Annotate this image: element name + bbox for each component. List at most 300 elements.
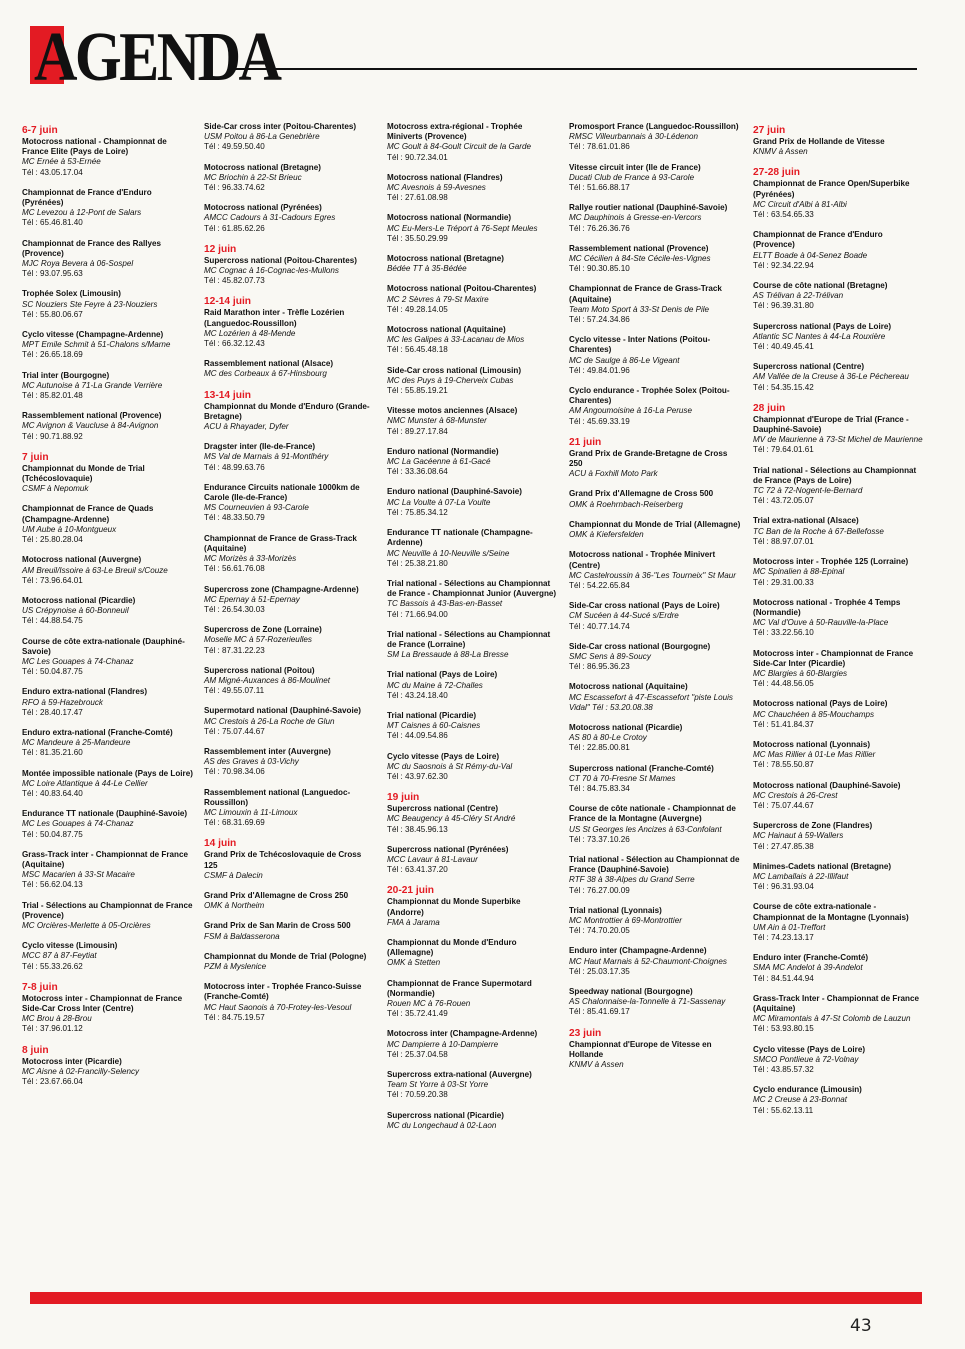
event-title: Championnat d'Europe de Trial (France - Dauphiné-Savoie)	[753, 414, 909, 435]
date-heading: 12-14 juin	[204, 296, 251, 308]
event-title: Motocross national (Dauphiné-Savoie)	[753, 780, 901, 790]
event-organizer: CSMF à Dalecin	[204, 870, 263, 880]
event-entry	[387, 284, 559, 315]
event-phone: Tél : 43.85.57.32	[753, 1065, 814, 1075]
event-entry	[753, 902, 925, 943]
event-title: Championnat d'Europe de Vitesse en Hollande	[569, 1039, 712, 1059]
event-title: Motocross national (Picardie)	[569, 722, 683, 732]
event-entry	[22, 188, 194, 229]
event-title: Minimes-Cadets national (Bretagne)	[753, 861, 892, 871]
event-organizer: MC Miramontais à 47-St Colomb de Lauzun	[753, 1014, 911, 1024]
event-organizer: NMC Munster à 68-Munster	[387, 416, 487, 426]
event-entry	[387, 752, 559, 783]
event-title: Motocross inter - Championnat de France Side-Car Cross Inter (Centre)	[22, 993, 183, 1013]
event-organizer: MCC 87 à 87-Feytiat	[22, 951, 97, 961]
event-organizer: CT 70 à 70-Fresne St Mames	[569, 773, 676, 783]
event-organizer: MC Orcières-Merlette à 05-Orcières	[22, 920, 151, 930]
event-entry	[753, 862, 925, 893]
event-organizer: MC Mas Rillier à 01-Le Mas Rillier	[753, 750, 876, 760]
event-title: Motocross national (Pays de Loire)	[753, 699, 888, 709]
event-phone: Tél : 49.28.14.05	[387, 304, 448, 314]
date-heading: 13-14 juin	[204, 389, 251, 401]
date-heading: 8 juin	[22, 1044, 49, 1056]
event-phone: Tél : 25.03.17.35	[569, 966, 630, 976]
event-entry	[569, 284, 741, 325]
event-title: Motocross national (Bretagne)	[387, 254, 504, 264]
event-title: Supercross extra-national (Auvergne)	[387, 1070, 532, 1080]
event-organizer: MS Val de Marnais à 91-Montlhéry	[204, 452, 329, 462]
date-heading: 6-7 juin	[22, 125, 58, 136]
event-title: Grand Prix de Tchécoslovaquie de Cross 125	[204, 850, 362, 870]
event-phone: Tél : 40.77.14.74	[569, 621, 630, 631]
event-entry	[387, 487, 559, 518]
event-phone: Tél : 43.05.17.04	[22, 167, 83, 177]
event-organizer: MV de Maurienne à 73-St Michel de Maurienne	[753, 435, 923, 445]
event-title: Course de côte extra-nationale (Dauphiné-Savoie)	[22, 636, 185, 656]
event-organizer: Team Moto Sport à 33-St Denis de Pile	[569, 304, 710, 314]
event-organizer: FSM à Baldasserona	[204, 931, 280, 941]
event-organizer: ELTT Boade à 04-Senez Boade	[753, 250, 868, 260]
event-entry	[569, 520, 741, 540]
event-organizer: MC Aisne à 02-Francilly-Selency	[22, 1066, 140, 1076]
event-organizer: RFO à 59-Hazebrouck	[22, 697, 103, 707]
event-entry	[22, 371, 194, 402]
event-organizer: MC du Longechaud à 02-Laon	[387, 1120, 497, 1130]
event-phone: Tél : 84.75.19.57	[204, 1012, 265, 1022]
event-entry	[753, 557, 925, 588]
event-entry	[204, 442, 376, 473]
event-organizer: MC Levezou à 12-Pont de Salars	[22, 208, 142, 218]
event-title: Enduro extra-national (Flandres)	[22, 687, 148, 697]
event-entry	[22, 330, 194, 361]
event-title: Supercross national (Poitou)	[204, 665, 315, 675]
event-organizer: TC 72 à 72-Nogent-le-Bernard	[753, 486, 863, 496]
event-organizer: MC Montrottier à 69-Montrottier	[569, 915, 682, 925]
event-title: Trial national (Pays de Loire)	[387, 670, 498, 680]
event-organizer: Ducati Club de France à 93-Carole	[569, 172, 695, 182]
event-entry	[753, 821, 925, 852]
event-title: Supermotard national (Dauphiné-Savoie)	[204, 706, 361, 716]
event-title: Championnat du Monde Superbike (Andorre)	[387, 897, 521, 917]
event-title: Side-Car cross inter (Poitou-Charentes)	[204, 122, 357, 131]
event-title: Vitesse circuit inter (Ile de France)	[569, 162, 701, 172]
date-heading: 19 juin	[387, 792, 420, 804]
event-entry	[204, 122, 376, 153]
event-phone: Tél : 56.45.48.18	[387, 345, 448, 355]
event-phone: Tél : 84.75.83.34	[569, 783, 630, 793]
event-entry	[387, 406, 559, 437]
event-organizer: MC Cécilien à 84-Ste Cécile-les-Vignes	[569, 254, 711, 264]
event-organizer: Atlantic SC Nantes à 44-La Rouxière	[753, 331, 886, 341]
event-entry	[387, 325, 559, 356]
event-organizer: MC du Saosnois à St Rémy-du-Val	[387, 761, 513, 771]
event-title: Grand Prix de San Marin de Cross 500	[204, 921, 351, 931]
event-title: Montée impossible nationale (Pays de Loire)	[22, 768, 193, 778]
event-phone: Tél : 25.80.28.04	[22, 535, 83, 545]
event-phone: Tél : 90.72.34.01	[387, 152, 448, 162]
event-title: Cyclo endurance (Limousin)	[753, 1085, 862, 1095]
event-entry	[22, 239, 194, 280]
event-entry	[753, 516, 925, 547]
event-entry	[22, 941, 194, 972]
event-phone: Tél : 76.27.00.09	[569, 885, 630, 895]
event-entry	[387, 979, 559, 1020]
event-phone: Tél : 55.80.06.67	[22, 309, 83, 319]
event-entry	[22, 464, 194, 495]
event-phone: Tél : 38.45.96.13	[387, 824, 448, 834]
event-title: Trophée Solex (Limousin)	[22, 289, 121, 299]
event-entry	[204, 585, 376, 616]
event-phone: Tél : 74.70.20.05	[569, 926, 630, 936]
event-organizer: MC Briochin à 22-St Brieuc	[204, 172, 302, 182]
event-organizer: AM Breuil/Issoire à 63-Le Breuil s/Couze	[22, 565, 168, 575]
event-entry	[204, 163, 376, 194]
event-organizer: MC 2 Sèvres à 79-St Maxire	[387, 294, 489, 304]
event-title: Championnat de France Open/Superbike (Pyrénées)	[753, 179, 910, 199]
event-title: Rassemblement national (Provence)	[569, 243, 709, 253]
event-organizer: MC Loire Atlantique à 44-Le Cellier	[22, 778, 148, 788]
event-title: Supercross zone (Champagne-Ardenne)	[204, 584, 359, 594]
event-title: Trial inter (Bourgogne)	[22, 370, 110, 380]
event-organizer: RTF 38 à 38-Alpes du Grand Serre	[569, 875, 695, 885]
event-organizer: MC La Voulte à 07-La Voulte	[387, 497, 491, 507]
date-heading: 14 juin	[204, 838, 237, 850]
event-organizer: MC Lamballais à 22-Illifaut	[753, 871, 849, 881]
event-entry	[387, 804, 559, 835]
event-organizer: MC les Galipes à 33-Lacanau de Mios	[387, 335, 525, 345]
event-organizer: MC Castelroussin à 36-"Les Tourneix" St Maur	[569, 570, 736, 580]
date-heading: 12 juin	[204, 243, 237, 255]
event-entry	[569, 449, 741, 480]
event-phone: Tél : 79.64.01.61	[753, 445, 814, 455]
event-entry	[387, 1070, 559, 1101]
event-entry	[569, 244, 741, 275]
event-entry	[387, 670, 559, 701]
event-entry	[753, 281, 925, 312]
event-entry	[387, 579, 559, 620]
event-title: Motocross national - Trophée Minivert (Centre)	[569, 550, 716, 570]
event-phone: Tél : 27.47.85.38	[753, 841, 814, 851]
event-entry	[569, 203, 741, 234]
event-title: Cyclo vitesse (Pays de Loire)	[387, 751, 500, 761]
event-title: Motocross national - Trophée 4 Temps (Normandie)	[753, 597, 901, 617]
event-entry	[204, 788, 376, 829]
event-title: Side-Car cross national (Limousin)	[387, 365, 522, 375]
event-title: Rallye routier national (Dauphiné-Savoie)	[569, 203, 728, 213]
event-phone: Tél : 96.33.74.62	[204, 183, 265, 193]
event-organizer: FMA à Jarama	[387, 917, 440, 927]
event-organizer: MC des Corbeaux à 67-Hinsbourg	[204, 369, 327, 379]
event-phone: Tél : 22.85.00.81	[569, 743, 630, 753]
event-entry	[753, 994, 925, 1035]
event-title: Enduro national (Dauphiné-Savoie)	[387, 487, 522, 497]
event-entry	[387, 897, 559, 928]
event-entry	[22, 809, 194, 840]
event-entry	[387, 711, 559, 742]
event-phone: Tél : 73.96.64.01	[22, 575, 83, 585]
event-phone: Tél : 75.07.44.67	[753, 800, 814, 810]
event-entry	[204, 402, 376, 433]
event-organizer: TC Bassois à 43-Bas-en-Basset	[387, 599, 503, 609]
event-phone: Tél : 90.30.85.10	[569, 264, 630, 274]
event-entry	[569, 855, 741, 896]
event-title: Grass-Track inter - Championnat de France (Aquitaine)	[22, 849, 188, 869]
event-organizer: MSC Macarien à 33-St Macaire	[22, 870, 135, 880]
event-organizer: UM Ain à 01-Treffort	[753, 922, 826, 932]
page-number: 43	[850, 1316, 872, 1336]
event-phone: Tél : 93.07.95.63	[22, 269, 83, 279]
event-title: Championnat de France de Grass-Track (Aquitaine)	[204, 533, 357, 553]
event-phone: Tél : 25.37.04.58	[387, 1049, 448, 1059]
event-entry	[753, 598, 925, 639]
event-phone: Tél : 90.71.88.92	[22, 431, 83, 441]
agenda-column-2	[204, 122, 376, 1033]
event-phone: Tél : 54.35.15.42	[753, 382, 814, 392]
event-phone: Tél : 61.85.62.26	[204, 223, 265, 233]
event-title: Endurance Circuits nationale 1000km de Carole (Ile-de-France)	[204, 482, 360, 503]
event-phone: Tél : 45.69.33.19	[569, 416, 630, 426]
event-entry	[22, 504, 194, 545]
event-phone: Tél : 44.48.56.05	[753, 679, 814, 689]
event-title: Cyclo vitesse - Inter Nations (Poitou-Charentes)	[569, 335, 711, 355]
event-phone: Tél : 70.59.20.38	[387, 1090, 448, 1100]
date-heading: 23 juin	[569, 1027, 602, 1039]
event-phone: Tél : 89.27.17.84	[387, 426, 448, 436]
event-phone: Tél : 43.24.18.40	[387, 690, 448, 700]
event-phone: Tél : 55.85.19.21	[387, 386, 448, 396]
event-entry	[22, 137, 194, 178]
event-title: Trial national - Sélection au Championnat de France (Dauphiné-Savoie)	[569, 854, 740, 875]
event-organizer: MC Crestois à 26-La Roche de Glun	[204, 716, 335, 726]
event-phone: Tél : 23.67.66.04	[22, 1077, 83, 1087]
event-entry	[387, 173, 559, 204]
event-organizer: MC des Puys à 19-Cherveix Cubas	[387, 375, 514, 385]
event-title: Championnat de France Supermotard (Normandie)	[387, 978, 532, 998]
event-entry	[22, 687, 194, 718]
event-organizer: TC Ban de la Roche à 67-Bellefosse	[753, 526, 884, 536]
event-entry	[569, 804, 741, 845]
event-organizer: US St Georges les Ancizes à 63-Confolant	[569, 824, 722, 834]
event-organizer: OMK à Roehrnbach-Reiserberg	[569, 499, 683, 509]
event-title: Supercross de Zone (Lorraine)	[204, 625, 322, 635]
event-organizer: MC Beaugency à 45-Cléry St André	[387, 814, 516, 824]
event-phone: Tél : 87.31.22.23	[204, 645, 265, 655]
event-entry	[204, 534, 376, 575]
event-entry	[387, 630, 559, 661]
event-phone: Tél : 37.96.01.12	[22, 1024, 83, 1034]
event-title: Motocross national (Poitou-Charentes)	[387, 284, 537, 294]
event-phone: Tél : 78.55.50.87	[753, 760, 814, 770]
event-phone: Tél : 56.62.04.13	[22, 880, 83, 890]
event-title: Motocross inter - Championnat de France Side-Car Inter (Picardie)	[753, 648, 914, 668]
event-title: Supercross de Zone (Flandres)	[753, 821, 873, 831]
event-organizer: SM La Bressaude à 88-La Bresse	[387, 650, 509, 660]
event-title: Motocross inter - Trophée 125 (Lorraine)	[753, 557, 909, 567]
event-entry	[204, 256, 376, 287]
event-organizer: MC Escassefort à 47-Escassefort "piste Louis Vidal" Tél : 53.20.08.38	[569, 692, 733, 712]
event-entry	[204, 982, 376, 1023]
event-title: Enduro extra-national (Franche-Comté)	[22, 727, 173, 737]
event-phone: Tél : 55.62.13.11	[753, 1105, 814, 1115]
event-phone: Tél : 75.07.44.67	[204, 726, 265, 736]
event-title: Motocross national (Auvergne)	[22, 555, 142, 565]
event-phone: Tél : 70.98.34.06	[204, 767, 265, 777]
event-entry	[569, 601, 741, 632]
event-phone: Tél : 33.22.56.10	[753, 628, 814, 638]
event-entry	[753, 362, 925, 393]
event-entry	[204, 359, 376, 379]
event-organizer: MC Spinalien à 88-Epinal	[753, 567, 845, 577]
event-phone: Tél : 81.35.21.60	[22, 748, 83, 758]
event-title: Championnat du Monde d'Enduro (Grande-Bretagne)	[204, 401, 370, 421]
date-heading: 21 juin	[569, 436, 602, 448]
event-entry	[753, 699, 925, 730]
event-title: Cyclo endurance - Trophée Solex (Poitou-Charentes)	[569, 386, 730, 406]
event-phone: Tél : 75.85.34.12	[387, 507, 448, 517]
event-entry	[387, 528, 559, 569]
event-title: Vitesse motos anciennes (Alsace)	[387, 406, 518, 416]
event-title: Championnat de France d'Enduro (Pyrénées)	[22, 187, 152, 208]
event-organizer: SMA MC Andelot à 39-Andelot	[753, 963, 863, 973]
event-entry	[22, 1057, 194, 1088]
event-organizer: MC Neuville à 10-Neuville s/Seine	[387, 548, 510, 558]
event-entry	[753, 415, 925, 456]
event-organizer: AS 80 à 80-Le Crotoy	[569, 733, 647, 743]
event-title: Grass-Track Inter - Championnat de France (Aquitaine)	[753, 993, 919, 1013]
event-entry	[204, 203, 376, 234]
event-phone: Tél : 53.93.80.15	[753, 1024, 814, 1034]
date-heading: 7-8 juin	[22, 981, 58, 993]
event-entry	[387, 1111, 559, 1131]
event-title: Supercross national (Centre)	[753, 362, 865, 372]
event-title: Grand Prix d'Allemagne de Cross 500	[569, 489, 714, 499]
event-entry	[22, 411, 194, 442]
event-entry	[22, 769, 194, 800]
event-organizer: AS Trélivan à 22-Trélivan	[753, 291, 844, 301]
event-entry	[569, 682, 741, 713]
event-phone: Tél : 44.09.54.86	[387, 731, 448, 741]
event-title: Motocross national - Championnat de France Elite (Pays de Loire)	[22, 137, 167, 157]
event-entry	[569, 642, 741, 673]
event-title: Supercross national (Poitou-Charentes)	[204, 255, 357, 265]
event-title: Trial - Sélections au Championnat de France (Provence)	[22, 900, 193, 920]
event-entry	[387, 845, 559, 876]
event-phone: Tél : 43.97.62.30	[387, 771, 448, 781]
event-entry	[753, 1045, 925, 1076]
event-organizer: ACU à Rhayader, Dyfer	[204, 422, 289, 432]
event-phone: Tél : 96.39.31.80	[753, 301, 814, 311]
event-phone: Tél : 73.37.10.26	[569, 834, 630, 844]
event-entry	[204, 747, 376, 778]
event-entry	[569, 987, 741, 1018]
event-title: Motocross extra-régional - Trophée Miniverts (Provence)	[387, 122, 523, 142]
event-title: Supercross national (Pyrénées)	[387, 844, 509, 854]
event-phone: Tél : 26.54.30.03	[204, 604, 265, 614]
footer-red-bar	[30, 1292, 922, 1304]
event-phone: Tél : 54.22.65.84	[569, 580, 630, 590]
event-title: Side-Car cross national (Pays de Loire)	[569, 601, 720, 611]
event-title: Enduro inter (Champagne-Ardenne)	[569, 946, 707, 956]
event-entry	[569, 386, 741, 427]
event-title: Trial national (Picardie)	[387, 710, 477, 720]
event-organizer: MC Crestois à 26-Crest	[753, 790, 838, 800]
event-entry	[753, 322, 925, 353]
event-entry	[569, 550, 741, 591]
event-entry	[569, 906, 741, 937]
event-organizer: MPT Emile Schmit à 51-Chalons s/Marne	[22, 340, 171, 350]
event-title: Championnat de France de Grass-Track (Aquitaine)	[569, 284, 722, 304]
event-entry	[753, 953, 925, 984]
event-phone: Tél : 29.31.00.33	[753, 577, 814, 587]
event-organizer: MC de Saulge à 86-Le Vigeant	[569, 355, 680, 365]
event-phone: Tél : 48.99.63.76	[204, 462, 265, 472]
event-title: Championnat de France d'Enduro (Provence)	[753, 230, 883, 250]
event-title: Motocross national (Picardie)	[22, 595, 136, 605]
event-phone: Tél : 76.26.36.76	[569, 223, 630, 233]
event-organizer: AMCC Cadours à 31-Cadours Egres	[204, 213, 336, 223]
event-title: Rassemblement inter (Auvergne)	[204, 746, 331, 756]
event-organizer: MC La Gacéenne à 61-Gacé	[387, 457, 491, 467]
event-title: Motocross national (Flandres)	[387, 172, 503, 182]
event-organizer: ACU à Foxhill Moto Park	[569, 469, 658, 479]
event-organizer: MC Blargies à 60-Blargies	[753, 668, 848, 678]
event-organizer: MC Avesnois à 59-Avesnes	[387, 183, 486, 193]
event-phone: Tél : 28.40.17.47	[22, 707, 83, 717]
event-organizer: Rouen MC à 76-Rouen	[387, 999, 471, 1008]
event-entry	[22, 555, 194, 586]
event-phone: Tél : 45.82.07.73	[204, 276, 265, 286]
event-entry	[22, 637, 194, 678]
event-organizer: OMK à Northeim	[204, 901, 265, 911]
event-organizer: MC Mandeure à 25-Mandeure	[22, 738, 131, 748]
event-organizer: OMK à Stetten	[387, 958, 441, 968]
event-organizer: MC Les Gouapes à 74-Chanaz	[22, 819, 134, 829]
event-organizer: MC Brou à 28-Brou	[22, 1014, 92, 1024]
event-entry	[753, 230, 925, 271]
event-organizer: MC Chauchéen à 85-Mouchamps	[753, 709, 875, 719]
event-organizer: CSMF à Nepomuk	[22, 484, 89, 494]
agenda-column-4	[569, 122, 741, 1080]
event-organizer: Moselle MC à 57-Rozerieulles	[204, 635, 312, 645]
event-organizer: AM Angoumoisine à 16-La Peruse	[569, 406, 692, 416]
event-phone: Tél : 84.51.44.94	[753, 973, 814, 983]
event-phone: Tél : 49.55.07.11	[204, 686, 265, 696]
event-entry	[753, 179, 925, 220]
event-title: Cyclo vitesse (Pays de Loire)	[753, 1044, 866, 1054]
event-title: Course de côte nationale - Championnat de France de la Montagne (Auvergne)	[569, 804, 736, 824]
event-phone: Tél : 43.72.05.07	[753, 496, 814, 506]
event-title: Motocross national (Bretagne)	[204, 162, 321, 172]
event-title: Side-Car cross national (Bourgogne)	[569, 641, 711, 651]
event-title: Rassemblement national (Provence)	[22, 411, 162, 421]
event-title: Championnat de France des Rallyes (Provence)	[22, 238, 161, 258]
event-title: Trial national - Sélections au Championnat de France - Championnat Junior (Auvergne)	[387, 578, 557, 599]
agenda-column-1	[22, 122, 194, 1097]
event-title: Grand Prix de Grande-Bretagne de Cross 250	[569, 448, 728, 469]
event-title: Championnat de France de Quads (Champagne-Ardenne)	[22, 504, 154, 524]
event-title: Enduro national (Normandie)	[387, 446, 499, 456]
event-phone: Tél : 55.33.26.62	[22, 961, 83, 971]
event-entry	[204, 483, 376, 524]
event-title: Grand Prix d'Allemagne de Cross 250	[204, 890, 349, 900]
event-entry	[204, 921, 376, 941]
event-title: Enduro inter (Franche-Comté)	[753, 953, 869, 963]
event-title: Championnat du Monde d'Enduro (Allemagne)	[387, 937, 517, 958]
event-phone: Tél : 85.82.01.48	[22, 391, 83, 401]
event-title: Supercross national (Pays de Loire)	[753, 321, 892, 331]
event-organizer: MC Haut Saonois à 70-Frotey-les-Vesoul	[204, 1002, 352, 1012]
event-entry	[204, 308, 376, 349]
